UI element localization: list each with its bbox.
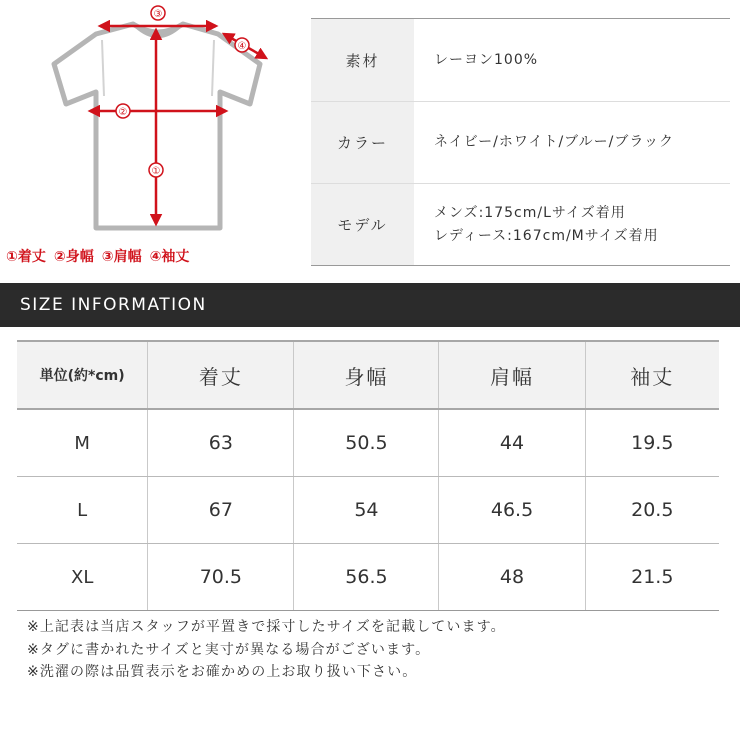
- measurement-diagram: [38, 0, 278, 270]
- value-cell: 70.5: [148, 544, 294, 611]
- spec-value-model-ladies: レディース:167cm/Mサイズ着用: [434, 227, 659, 244]
- spec-label-material: 素材: [311, 19, 414, 101]
- spec-divider: [311, 265, 730, 266]
- marker-3: ③: [153, 9, 163, 20]
- table-row: [17, 409, 719, 477]
- value-cell: 46.5: [439, 477, 585, 544]
- table-row: [17, 544, 719, 611]
- header-shoulder: 肩幅: [439, 341, 585, 409]
- value-cell: 44: [439, 409, 585, 477]
- value-cell: 20.5: [585, 477, 719, 544]
- value-cell: 67: [148, 477, 294, 544]
- section-title: SIZE INFORMATION: [20, 295, 207, 315]
- value-cell: 50.5: [294, 409, 439, 477]
- section-header: [0, 283, 740, 327]
- header-sleeve: 袖丈: [585, 341, 719, 409]
- size-cell: M: [17, 409, 148, 477]
- marker-2: ②: [118, 107, 128, 118]
- marker-1: ①: [151, 166, 161, 177]
- value-cell: 56.5: [294, 544, 439, 611]
- table-row: [17, 477, 719, 544]
- value-cell: 21.5: [585, 544, 719, 611]
- tshirt-outline-icon: [38, 0, 278, 245]
- legend-length: ①着丈: [6, 249, 46, 265]
- legend-chest: ②身幅: [53, 249, 94, 265]
- spec-value-model-mens: メンズ:175cm/Lサイズ着用: [434, 204, 626, 221]
- size-table-header-row: [17, 341, 719, 409]
- product-spec-table: [311, 18, 730, 266]
- value-cell: 54: [294, 477, 439, 544]
- spec-label-model: モデル: [311, 184, 414, 265]
- value-cell: 19.5: [585, 409, 719, 477]
- size-cell: L: [17, 477, 148, 544]
- measurement-legend: [6, 246, 246, 266]
- header-chest: 身幅: [294, 341, 439, 409]
- spec-value-material: レーヨン100%: [434, 51, 539, 68]
- spec-label-color: カラー: [311, 102, 414, 183]
- note-line: ※洗濯の際は品質表示をお確かめの上お取り扱い下さい。: [27, 664, 418, 680]
- note-line: ※上記表は当店スタッフが平置きで採寸したサイズを記載しています。: [27, 619, 506, 635]
- value-cell: 48: [439, 544, 585, 611]
- note-line: ※タグに書かれたサイズと実寸が異なる場合がございます。: [27, 641, 431, 658]
- spec-row-model: [311, 184, 730, 265]
- notes: [27, 616, 506, 684]
- header-length: 着丈: [148, 341, 294, 409]
- spec-row-material: [311, 19, 730, 101]
- legend-shoulder: ③肩幅: [101, 249, 142, 265]
- marker-4: ④: [237, 41, 247, 52]
- value-cell: 63: [148, 409, 294, 477]
- size-cell: XL: [17, 544, 148, 611]
- size-table: [17, 340, 719, 611]
- spec-value-color: ネイビー/ホワイト/ブルー/ブラック: [434, 134, 675, 150]
- spec-row-color: [311, 102, 730, 183]
- header-unit: 単位(約*cm): [17, 341, 148, 409]
- legend-sleeve: ④袖丈: [149, 249, 190, 265]
